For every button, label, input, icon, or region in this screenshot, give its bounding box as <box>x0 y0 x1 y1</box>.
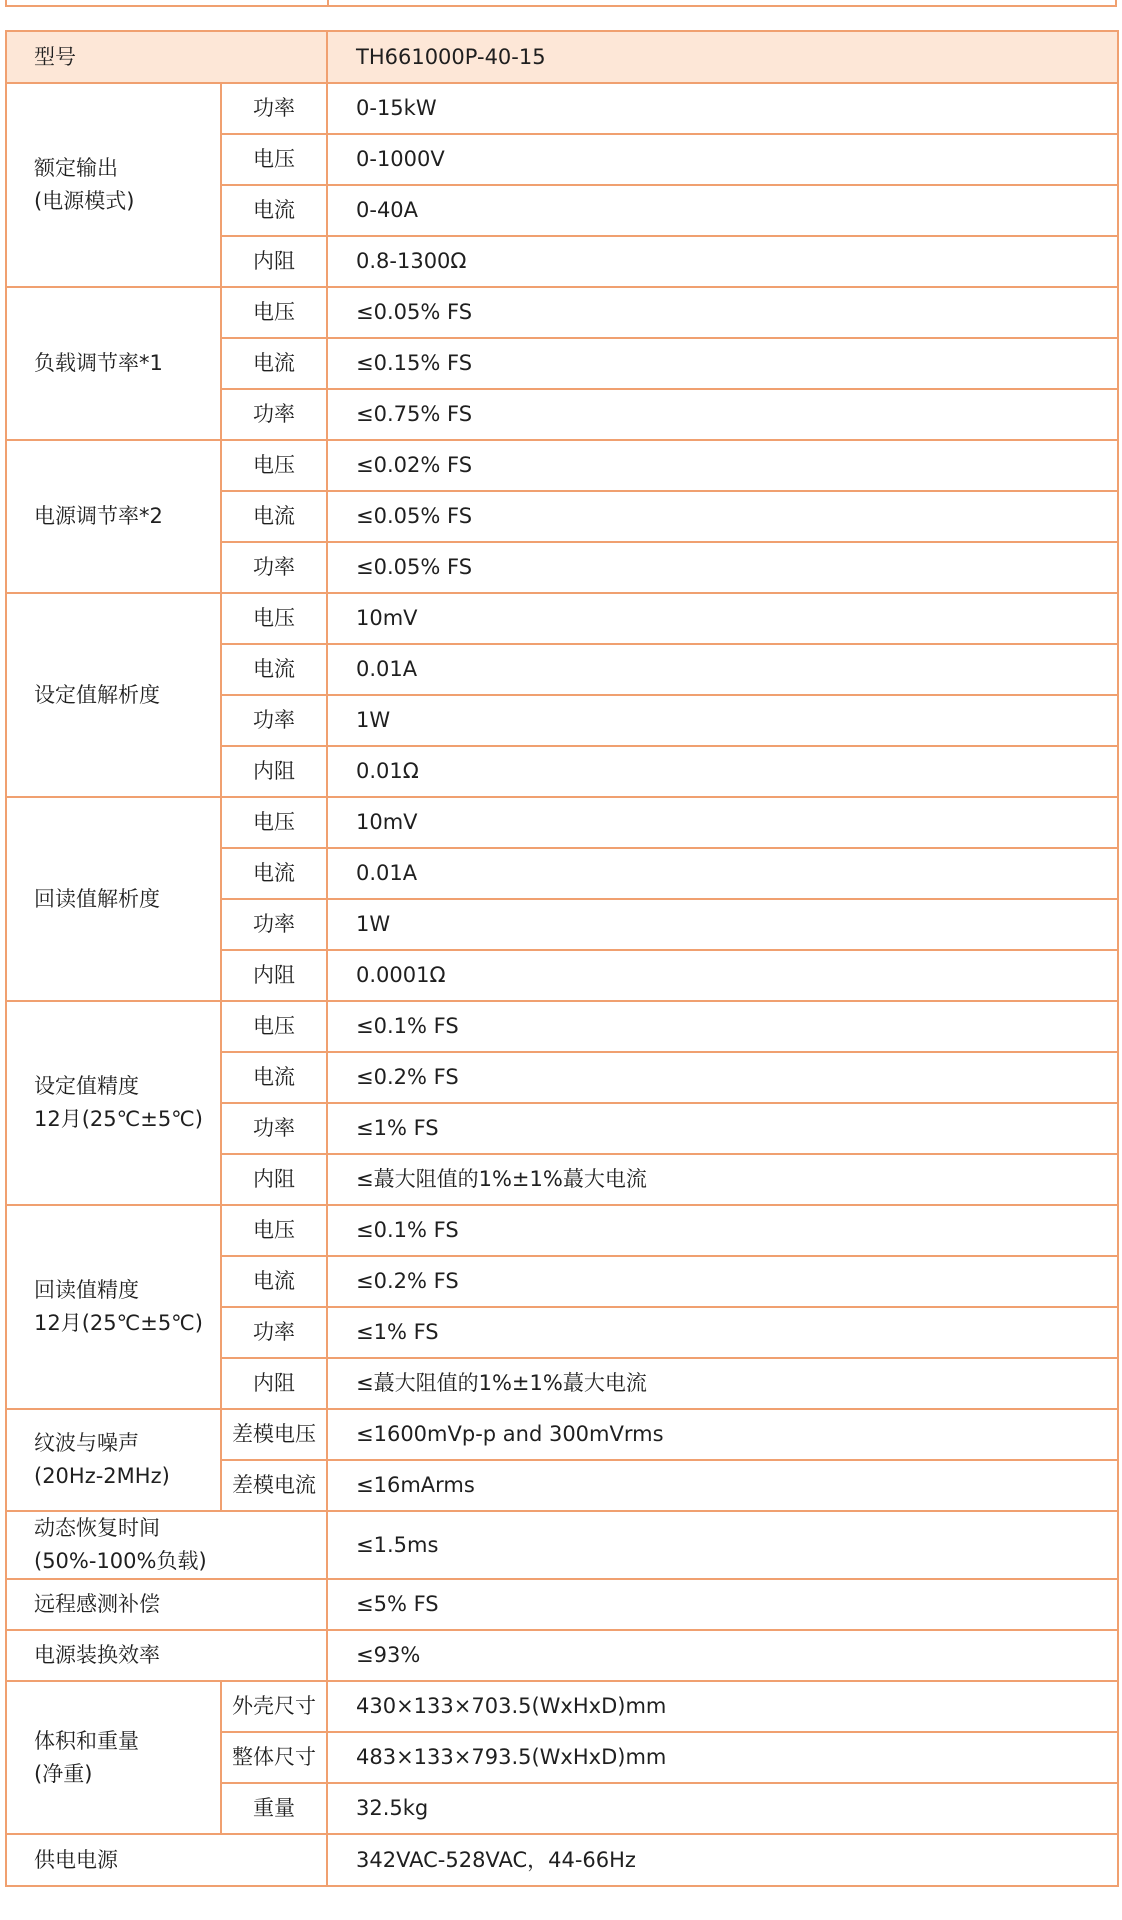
row-label <box>6 83 221 287</box>
table-row <box>6 593 1118 644</box>
sub-label: 外壳尺寸 <box>221 1681 327 1732</box>
sub-label: 功率 <box>221 389 327 440</box>
sub-label: 功率 <box>221 1307 327 1358</box>
spec-value: 0.01Ω <box>327 746 1118 797</box>
spec-value: 0-15kW <box>327 83 1118 134</box>
row-label-line: (净重) <box>34 1761 93 1786</box>
row-label-line: 纹波与噪声 <box>34 1431 139 1455</box>
spec-value: 0-1000V <box>327 134 1118 185</box>
sub-label: 重量 <box>221 1783 327 1834</box>
table-row <box>6 287 1118 338</box>
spec-value: ≤0.1% FS <box>327 1001 1118 1052</box>
row-label-line: 额定输出 <box>34 156 118 180</box>
table-row <box>6 1205 1118 1256</box>
row-label-line: 12月(25℃±5℃) <box>34 1311 203 1335</box>
row-label-line: 动态恢复时间 <box>34 1516 160 1540</box>
row-label <box>6 593 221 797</box>
row-label <box>6 1681 221 1834</box>
spec-value: ≤1600mVp-p and 300mVrms <box>327 1409 1118 1460</box>
row-label <box>6 1205 221 1409</box>
spec-value: 430×133×703.5(WxHxD)mm <box>327 1681 1118 1732</box>
spec-value: ≤1.5ms <box>327 1511 1118 1579</box>
row-label-line: 负载调节率*1 <box>34 351 163 375</box>
model-label: 型号 <box>6 31 327 83</box>
spec-value: ≤0.02% FS <box>327 440 1118 491</box>
spec-table <box>5 30 1119 1887</box>
sub-label: 电压 <box>221 1205 327 1256</box>
spec-table-body <box>6 31 1118 1886</box>
sub-label: 电流 <box>221 644 327 695</box>
spec-value: ≤1% FS <box>327 1307 1118 1358</box>
row-label <box>6 1630 327 1681</box>
row-label <box>6 1579 327 1630</box>
table-footer-row <box>6 1834 1118 1886</box>
sub-label: 电压 <box>221 593 327 644</box>
table-row <box>6 1001 1118 1052</box>
sub-label: 电流 <box>221 491 327 542</box>
sub-label: 电压 <box>221 134 327 185</box>
spec-value: ≤蕞大阻值的1%±1%蕞大电流 <box>327 1154 1118 1205</box>
spec-value: ≤1% FS <box>327 1103 1118 1154</box>
power-supply-label: 供电电源 <box>6 1834 327 1886</box>
row-label-line: 电源装换效率 <box>34 1643 160 1667</box>
spec-value: 1W <box>327 695 1118 746</box>
table-row <box>6 1511 1118 1579</box>
spec-value: 32.5kg <box>327 1783 1118 1834</box>
sub-label: 功率 <box>221 1103 327 1154</box>
spec-value: 0.8-1300Ω <box>327 236 1118 287</box>
table-row <box>6 1579 1118 1630</box>
row-label-line: 远程感测补偿 <box>34 1592 160 1616</box>
row-label-line: (电源模式) <box>34 189 135 213</box>
sub-label: 电流 <box>221 185 327 236</box>
model-value: TH661000P-40-15 <box>327 31 1118 83</box>
row-label <box>6 287 221 440</box>
sub-label: 整体尺寸 <box>221 1732 327 1783</box>
spec-value: ≤0.05% FS <box>327 542 1118 593</box>
row-label-line: 体积和重量 <box>34 1728 139 1753</box>
spec-value: ≤5% FS <box>327 1579 1118 1630</box>
spec-value: ≤0.15% FS <box>327 338 1118 389</box>
sub-label: 电压 <box>221 440 327 491</box>
sub-label: 内阻 <box>221 1154 327 1205</box>
table-row <box>6 83 1118 134</box>
spec-value: ≤0.2% FS <box>327 1052 1118 1103</box>
spec-value: ≤0.1% FS <box>327 1205 1118 1256</box>
sub-label: 功率 <box>221 695 327 746</box>
spec-value: ≤0.75% FS <box>327 389 1118 440</box>
spec-value: 10mV <box>327 593 1118 644</box>
row-label-line: 回读值精度 <box>34 1278 139 1302</box>
sub-label: 功率 <box>221 542 327 593</box>
row-label <box>6 1001 221 1205</box>
spec-value: ≤蕞大阻值的1%±1%蕞大电流 <box>327 1358 1118 1409</box>
sub-label: 电压 <box>221 287 327 338</box>
spec-value: ≤0.2% FS <box>327 1256 1118 1307</box>
row-label <box>6 1511 327 1579</box>
spec-value: 483×133×793.5(WxHxD)mm <box>327 1732 1118 1783</box>
sub-label: 功率 <box>221 83 327 134</box>
sub-label: 电流 <box>221 1256 327 1307</box>
power-supply-value: 342VAC-528VAC，44-66Hz <box>327 1834 1118 1886</box>
spec-value: 0.0001Ω <box>327 950 1118 1001</box>
sub-label: 内阻 <box>221 1358 327 1409</box>
table-row <box>6 440 1118 491</box>
spec-value: ≤0.05% FS <box>327 491 1118 542</box>
sub-label: 差模电流 <box>221 1460 327 1511</box>
sub-label: 差模电压 <box>221 1409 327 1460</box>
spec-value: ≤0.05% FS <box>327 287 1118 338</box>
sub-label: 功率 <box>221 899 327 950</box>
spec-value: 0.01A <box>327 848 1118 899</box>
spec-value: 10mV <box>327 797 1118 848</box>
sub-label: 电压 <box>221 797 327 848</box>
row-label-line: (50%-100%负载) <box>34 1549 207 1573</box>
table-header-row <box>6 31 1118 83</box>
spec-value: 0-40A <box>327 185 1118 236</box>
sub-label: 内阻 <box>221 950 327 1001</box>
row-label-line: (20Hz-2MHz) <box>34 1464 170 1488</box>
sub-label: 电压 <box>221 1001 327 1052</box>
previous-table-edge <box>5 0 1117 7</box>
row-label-line: 设定值精度 <box>34 1074 139 1098</box>
table-row <box>6 1681 1118 1732</box>
spec-value: ≤16mArms <box>327 1460 1118 1511</box>
sub-label: 电流 <box>221 848 327 899</box>
row-label-line: 12月(25℃±5℃) <box>34 1107 203 1131</box>
row-label-line: 设定值解析度 <box>34 682 160 707</box>
table-row <box>6 1409 1118 1460</box>
sub-label: 内阻 <box>221 746 327 797</box>
sub-label: 电流 <box>221 1052 327 1103</box>
row-label <box>6 440 221 593</box>
row-label <box>6 797 221 1001</box>
sub-label: 电流 <box>221 338 327 389</box>
spec-value: 1W <box>327 899 1118 950</box>
spec-value: ≤93% <box>327 1630 1118 1681</box>
spec-value: 0.01A <box>327 644 1118 695</box>
table-row <box>6 797 1118 848</box>
sub-label: 内阻 <box>221 236 327 287</box>
row-label <box>6 1409 221 1511</box>
table-row <box>6 1630 1118 1681</box>
row-label-line: 电源调节率*2 <box>34 504 163 528</box>
row-label-line: 回读值解析度 <box>34 886 160 911</box>
